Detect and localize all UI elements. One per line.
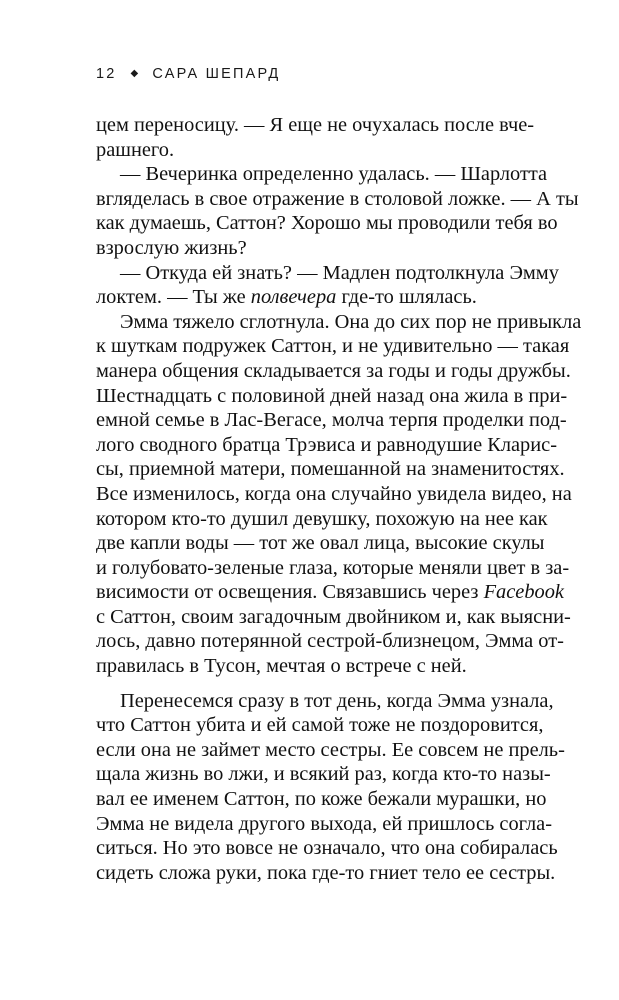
text-line: две капли воды — тот же овал лица, высокие скулы (96, 532, 545, 555)
text-line: если она не займет место сестры. Ее совсем не прель- (96, 738, 565, 761)
italic-word: полвечера (250, 286, 337, 309)
text-line: сы, приемной матери, помешанной на знаменитостях. (96, 458, 565, 481)
text-line: как думаешь, Саттон? Хорошо мы проводили тебя во (96, 212, 558, 235)
text-line: к шуткам подружек Саттон, и не удивительно — такая (96, 335, 570, 358)
text-line: Перенесемся сразу в тот день, когда Эмма узнала, (120, 689, 554, 712)
author-name: САРА ШЕПАРД (152, 66, 281, 82)
text-line: Эмма не видела другого выхода, ей пришлось согла- (96, 812, 552, 835)
text-line: что Саттон убита и ей самой тоже не поздоровится, (96, 714, 544, 737)
text-line (96, 285, 526, 310)
italic-word: Facebook (483, 581, 564, 604)
text-line: Все изменилось, когда она случайно увидела видео, на (96, 482, 572, 505)
text-line: вгляделась в свое отражение в столовой ложке. — А ты (96, 187, 579, 210)
text-line: рашнего. (96, 138, 175, 161)
text-line: — Вечеринка определенно удалась. — Шарлотта (120, 163, 548, 186)
text-line: лого сводного братца Трэвиса и равнодушие Клaрис- (96, 433, 557, 456)
body-text (96, 113, 582, 885)
text-line: взрослую жизнь? (96, 236, 247, 259)
text-segment: локтем. — Ты же (96, 286, 251, 309)
text-line: манера общения складывается за годы и годы дружбы. (96, 359, 571, 382)
text-line: щала жизнь во лжи, и всякий раз, когда кто-то назы- (96, 763, 551, 786)
text-line: Эмма тяжело сглотнула. Она до сих пор не привыкла (120, 310, 582, 333)
text-segment: где-то шлялась. (336, 286, 477, 309)
text-line: цем переносицу. — Я еще не очухалась после вче- (96, 114, 535, 136)
text-line: ситься. Но это вовсе не означало, что она собиралась (96, 837, 558, 860)
text-line: сидеть сложа руки, пока где-то гниет тело ее сестры. (96, 861, 556, 884)
text-segment: висимости от освещения. Связавшись через (96, 581, 484, 604)
text-line: вал ее именем Саттон, по коже бежали мурашки, но (96, 788, 547, 811)
page-number: 12 (96, 66, 117, 82)
text-line: с Саттон, своим загадочным двойником и, как выясни- (96, 605, 571, 628)
text-line: Шестнадцать с половиной дней назад она жила в при- (96, 384, 568, 407)
text-line: и голубовато-зеленые глаза, которые меняли цвет в за- (96, 556, 570, 579)
running-head (96, 66, 280, 82)
text-line: емной семье в Лас-Вегасе, молча терпя проделки под- (96, 409, 567, 432)
paragraph-gap (96, 679, 526, 689)
text-line: — Откуда ей знать? — Мадлен подтолкнула Эмму (120, 261, 559, 284)
text-line: лось, давно потерянной сестрой-близнецом, Эмма от- (96, 630, 564, 653)
text-line (96, 580, 564, 605)
text-line: котором кто-то душил девушку, похожую на нее как (96, 507, 548, 530)
diamond-ornament-icon: ◆ (130, 68, 141, 79)
text-line: правилась в Тусон, мечтая о встрече с ней. (96, 655, 467, 678)
